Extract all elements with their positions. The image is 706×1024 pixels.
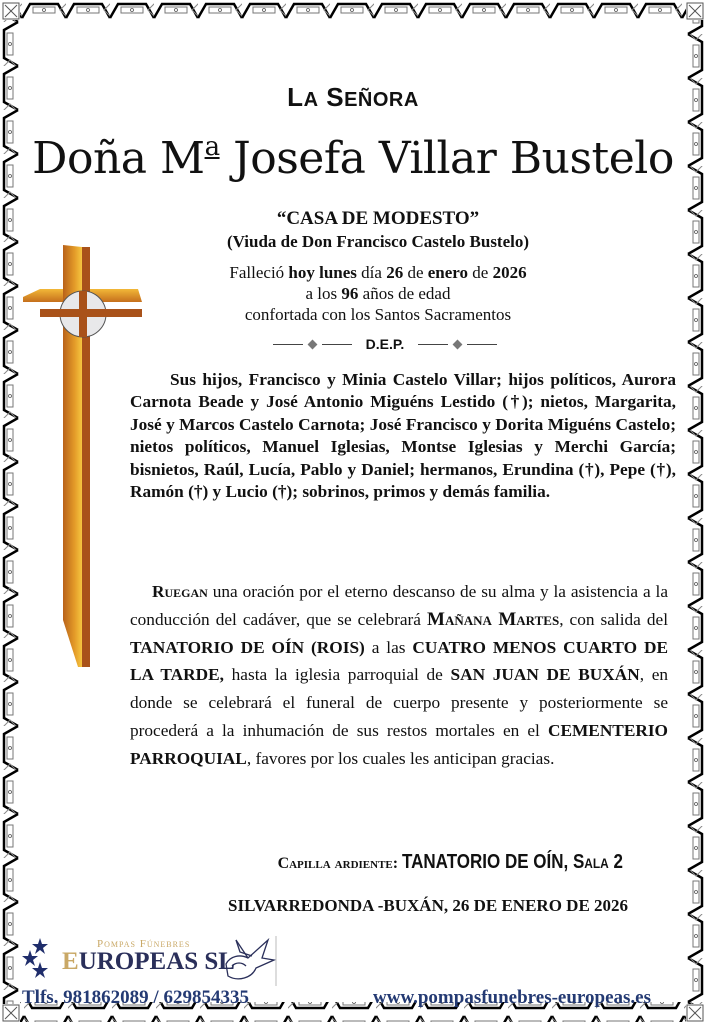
diamond-icon	[307, 339, 317, 349]
dep-divider	[240, 336, 530, 352]
funeral-details-paragraph: Ruegan una oración por el eterno descanso de su alma y la asistencia a la conducción del cadáver, que se celebrará Mañana Martes, con salida del TANATORIO DE OÍN (ROIS) a las CUATRO MENOS CUARTO DE LA TARDE, hasta la iglesia parroquial de SAN JUAN DE BUXÁN, en donde se celebrará el funeral de cuerpo presente y posteriormente se procederá a la inhumación de sus restos mortales en el CEMENTERIO PARROQUIAL, favores por los cuales les anticipan gracias.	[130, 582, 669, 768]
place-and-date: SILVARREDONDA -BUXÁN, 26 DE ENERO DE 2026	[228, 896, 629, 915]
age-line: a los 96 años de edad	[305, 284, 451, 303]
divider-line	[467, 344, 497, 345]
company-logo: Pompas Fúnebres EUROPEAS SL	[22, 934, 278, 986]
honorific-title: LA SEÑORA	[287, 82, 419, 112]
widow-of: (Viuda de Don Francisco Castelo Bustelo)	[226, 232, 530, 251]
house-name: “CASA DE MODESTO”	[276, 208, 480, 229]
wake-location: Capilla ardiente: TANATORIO DE OÍN, Sala 2	[277, 851, 624, 873]
divider-line	[273, 344, 303, 345]
company-name: EUROPEAS SL	[62, 948, 235, 975]
divider-line	[322, 344, 352, 345]
website-link[interactable]: www.pompasfunebres-europeas.es	[373, 987, 651, 1008]
family-paragraph: Sus hijos, Francisco y Minia Castelo Villar; hijos políticos, Aurora Carnota Beade y José Antonio Miguéns Lestido (†); nietos, Margarita, José y Marcos Castelo Carnota; José Francisco y Dorita Miguéns Castelo; nietos políticos, Manuel Iglesias, Montse Iglesias y Merchi García; bisnietos, Raúl, Lucía, Pablo y Daniel; hermanos, Erundina (†), Pepe (†), Ramón (†) y Lucio (†); sobrinos, primos y demás familia.	[130, 370, 676, 502]
divider-line	[418, 344, 448, 345]
dove-icon	[218, 936, 278, 986]
deceased-name: Doña $M^a$ Josefa Villar Bustelo	[32, 132, 674, 184]
phone-numbers: Tlfs. 981862089 / 629854335	[22, 987, 249, 1008]
cross-icon	[20, 242, 145, 670]
sacraments-line: confortada con los Santos Sacramentos	[244, 305, 512, 324]
stars-icon	[22, 936, 58, 982]
dep-label: D.E.P.	[365, 336, 405, 352]
death-date-line: Falleció hoy lunes día 26 de enero de 2026	[229, 263, 527, 282]
diamond-icon	[453, 339, 463, 349]
